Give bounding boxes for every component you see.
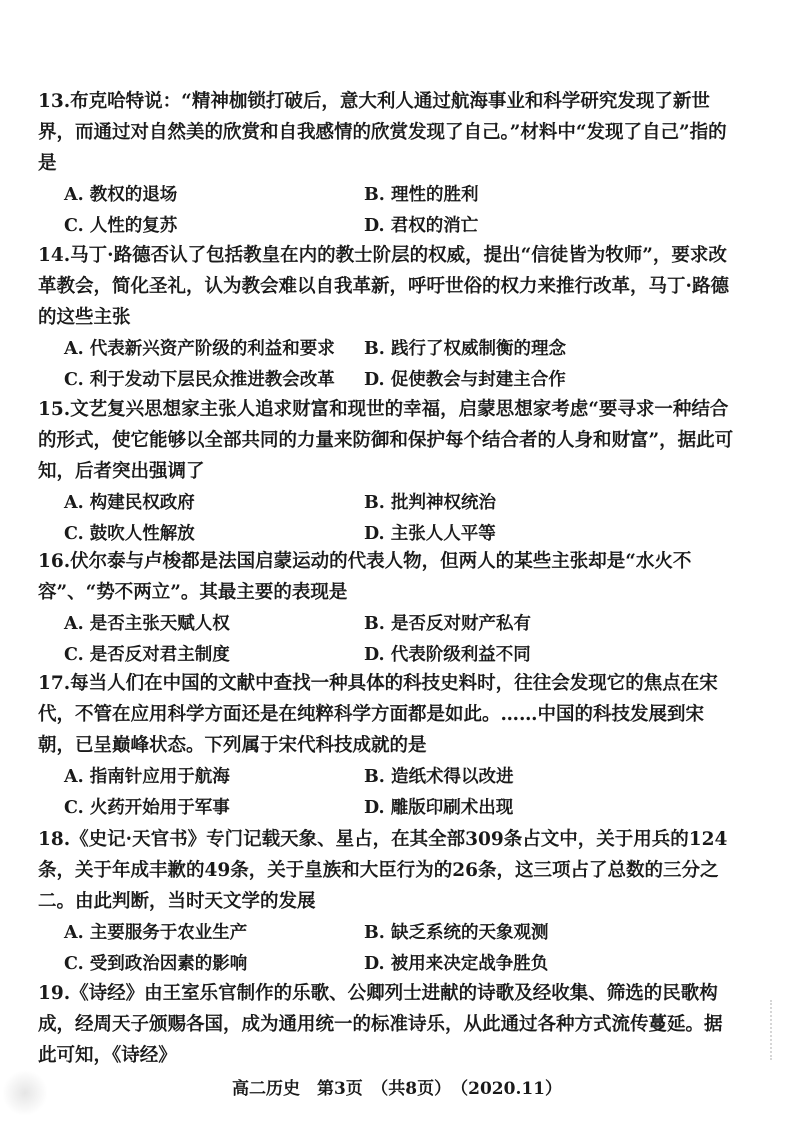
option-a: A. 代表新兴资产阶级的利益和要求 <box>64 339 335 359</box>
question-stem: 19.《诗经》由王室乐官制作的乐歌、公卿列士进献的诗歌及经收集、筛选的民歌构成，经周天子颁赐各国，成为通用统一的标准诗乐，从此通过各种方式流传蔓延。据此可知，《诗经》 <box>38 983 723 1066</box>
option-d: D. 促使教会与封建主合作 <box>364 370 566 390</box>
question-stem: 15.文艺复兴思想家主张人追求财富和现世的幸福，启蒙思想家考虑“要寻求一种结合的形式，使它能够以全部共同的力量来防御和保护每个结合者的人身和财富”，据此可知，后者突出强调了 <box>38 399 734 482</box>
option-a: A. 指南针应用于航海 <box>64 767 230 787</box>
option-c: C. 受到政治因素的影响 <box>64 954 248 974</box>
question-17 <box>38 668 738 827</box>
option-b: B. 理性的胜利 <box>364 185 479 205</box>
option-c: C. 是否反对君主制度 <box>64 645 230 665</box>
page-footer: 高二历史 第3页 （共8页） （2020.11） <box>231 1079 563 1099</box>
question-13 <box>38 86 738 245</box>
option-a: A. 教权的退场 <box>64 185 178 205</box>
question-19 <box>38 978 738 1071</box>
question-18 <box>38 824 738 983</box>
question-14 <box>38 240 738 399</box>
option-b: B. 缺乏系统的天象观测 <box>364 923 549 943</box>
option-d: D. 被用来决定战争胜负 <box>364 954 549 974</box>
option-c: C. 火药开始用于军事 <box>64 798 230 818</box>
option-d: D. 代表阶级利益不同 <box>364 645 531 665</box>
option-d: D. 主张人人平等 <box>364 524 496 544</box>
option-c: C. 鼓吹人性解放 <box>64 524 195 544</box>
question-16 <box>38 546 738 674</box>
question-stem: 16.伏尔泰与卢梭都是法国启蒙运动的代表人物，但两人的某些主张却是“水火不容”、“势不两立”。其最主要的表现是 <box>38 551 692 603</box>
option-b: B. 批判神权统治 <box>364 493 496 513</box>
option-c: C. 人性的复苏 <box>64 216 178 236</box>
question-stem: 17.每当人们在中国的文献中查找一种具体的科技史料时，往往会发现它的焦点在宋代，不管在应用科学方面还是在纯粹科学方面都是如此。……中国的科技发展到宋朝，已呈巅峰状态。下列属于宋代科技成就的是 <box>38 673 718 756</box>
question-stem: 13.布克哈特说：“精神枷锁打破后，意大利人通过航海事业和科学研究发现了新世界，而通过对自然美的欣赏和自我感情的欣赏发现了自己。”材料中“发现了自己”指的是 <box>38 91 727 174</box>
option-a: A. 是否主张天赋人权 <box>64 614 230 634</box>
question-stem: 18.《史记·天官书》专门记载天象、星占，在其全部309条占文中，关于用兵的124条，关于年成丰歉的49条，关于皇族和大臣行为的26条，这三项占了总数的三分之二。由此判断，当时天文学的发展 <box>38 829 728 912</box>
question-stem: 14.马丁·路德否认了包括教皇在内的教士阶层的权威，提出“信徒皆为牧师”，要求改革教会，简化圣礼，认为教会难以自我革新，呼吁世俗的权力来推行改革，马丁·路德的这些主张 <box>38 245 729 328</box>
binding-mark <box>770 1000 790 1060</box>
stamp-mark <box>2 1070 48 1116</box>
option-b: B. 造纸术得以改进 <box>364 767 514 787</box>
option-d: D. 君权的消亡 <box>364 216 479 236</box>
question-15 <box>38 394 738 553</box>
option-b: B. 践行了权威制衡的理念 <box>364 339 566 359</box>
option-a: A. 构建民权政府 <box>64 493 195 513</box>
option-a: A. 主要服务于农业生产 <box>64 923 248 943</box>
option-d: D. 雕版印刷术出现 <box>364 798 514 818</box>
option-c: C. 利于发动下层民众推进教会改革 <box>64 370 335 390</box>
option-b: B. 是否反对财产私有 <box>364 614 531 634</box>
